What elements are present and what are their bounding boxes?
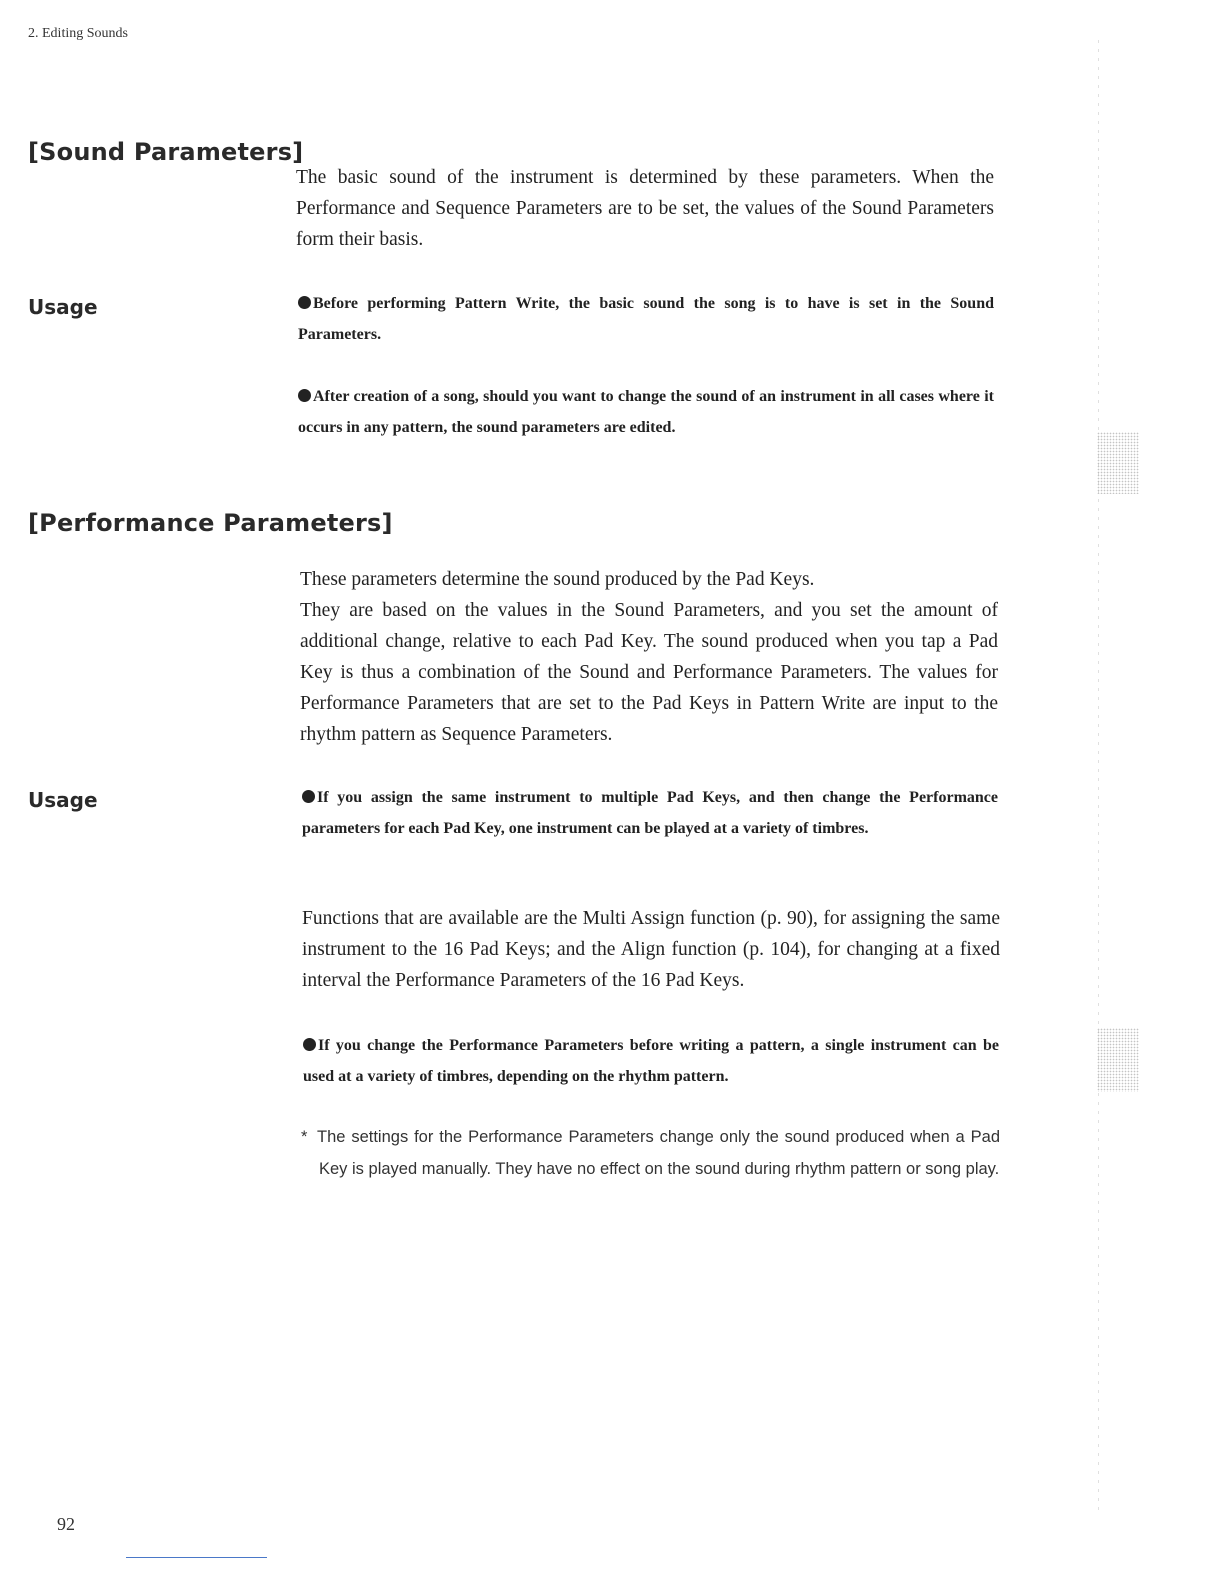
bullet-icon	[303, 1038, 316, 1051]
performance-paragraph-1: These parameters determine the sound produced by the Pad Keys.	[300, 569, 815, 590]
bullet-icon	[298, 389, 311, 402]
scan-texture-bottom	[1097, 1028, 1139, 1092]
performance-note-text: The settings for the Performance Parameters change only the sound produced when a Pad Key is played manually. They have no effect on the sound during rhythm pattern or song play.	[317, 1128, 1000, 1178]
performance-usage-bullet-2	[303, 1030, 999, 1092]
performance-usage-bullet-1-text: If you assign the same instrument to multiple Pad Keys, and then change the Performance parameters for each Pad Key, one instrument can be played at a variety of timbres.	[302, 789, 998, 837]
sound-parameters-paragraph: The basic sound of the instrument is determined by these parameters. When the Performance and Sequence Parameters are to be set, the values of the Sound Parameters form their basis.	[296, 167, 994, 250]
sound-parameters-description	[296, 162, 994, 255]
note-asterisk: *	[301, 1128, 308, 1146]
sound-usage-bullet-1	[298, 288, 994, 350]
performance-paragraph-2: They are based on the values in the Sound Parameters, and you set the amount of additional change, relative to each Pad Key. The sound produced when you tap a Pad Key is thus a combination of the Sound and Performance Parameters. The values for Performance Parameters that are set to the Pad Keys in Pattern Write are input to the rhythm pattern as Sequence Parameters.	[300, 600, 998, 745]
performance-parameters-heading: [Performance Parameters]	[28, 509, 393, 537]
scan-margin-rule	[1098, 40, 1099, 1510]
performance-parameters-description	[300, 564, 998, 750]
sound-usage-bullet-2	[298, 381, 994, 443]
sound-parameters-heading: [Sound Parameters]	[28, 138, 304, 166]
functions-paragraph-text: Functions that are available are the Multi Assign function (p. 90), for assigning the same instrument to the 16 Pad Keys; and the Align function (p. 104), for changing at a fixed interval the Performance Parameters of the 16 Pad Keys.	[302, 908, 1000, 991]
running-header: 2. Editing Sounds	[28, 26, 128, 41]
performance-note	[301, 1121, 1000, 1185]
sound-usage-label: Usage	[28, 295, 98, 319]
footer-rule	[126, 1557, 267, 1558]
performance-usage-bullet-2-text: If you change the Performance Parameters before writing a pattern, a single instrument can be used at a variety of timbres, depending on the rhythm pattern.	[303, 1037, 999, 1085]
sound-usage-bullet-1-text: Before performing Pattern Write, the basic sound the song is to have is set in the Sound Parameters.	[298, 295, 994, 343]
bullet-icon	[298, 296, 311, 309]
bullet-icon	[302, 790, 315, 803]
functions-paragraph	[302, 903, 1000, 996]
page-number: 92	[57, 1514, 75, 1534]
performance-usage-bullet-1	[302, 782, 998, 844]
sound-usage-bullet-2-text: After creation of a song, should you want to change the sound of an instrument in all cases where it occurs in any pattern, the sound parameters are edited.	[298, 388, 994, 436]
performance-usage-label: Usage	[28, 788, 98, 812]
scan-texture-top	[1097, 432, 1139, 494]
